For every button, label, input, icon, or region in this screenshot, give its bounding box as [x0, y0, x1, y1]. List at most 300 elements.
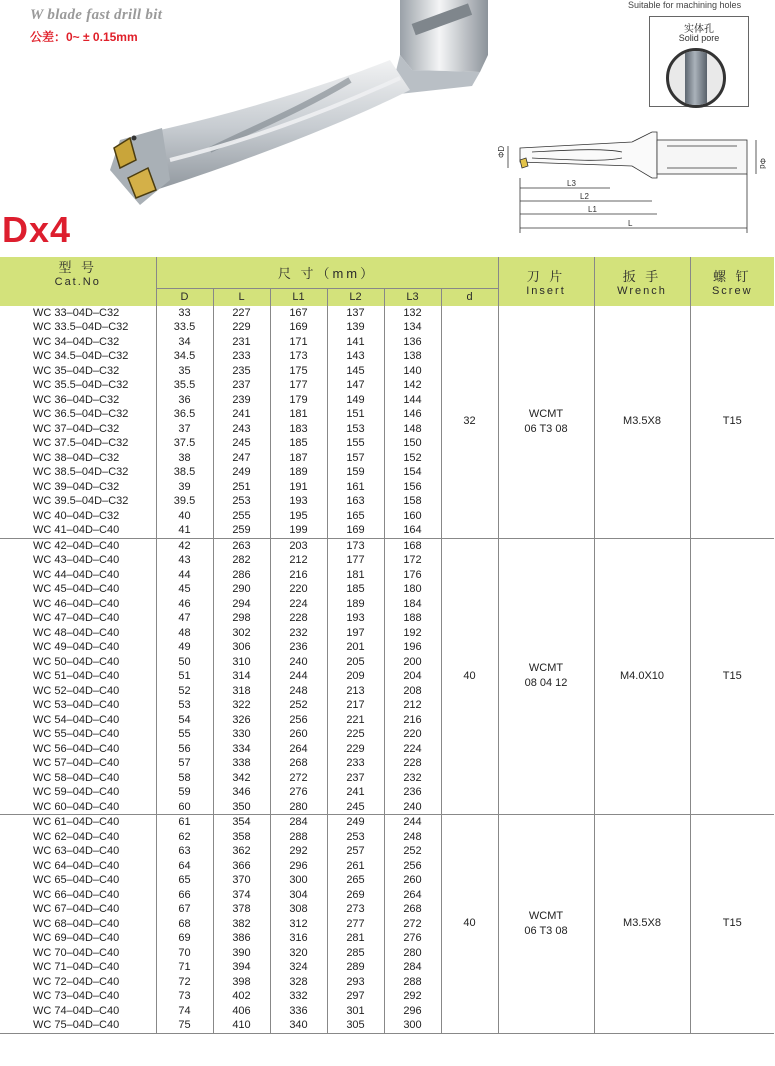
col-header-wrench-cn: 扳 手 — [622, 268, 662, 284]
cell-L1: 169 — [270, 320, 327, 335]
cell-L3: 288 — [384, 975, 441, 990]
cell-L2: 233 — [327, 756, 384, 771]
cell-L1: 304 — [270, 888, 327, 903]
insert-code-line1: WCMT — [528, 407, 564, 420]
cell-d: 40 — [441, 815, 498, 1034]
cell-D: 35 — [156, 364, 213, 379]
cell-L: 255 — [213, 509, 270, 524]
cell-catno: WC 72–04D–C40 — [0, 975, 156, 990]
col-header-insert — [498, 257, 594, 306]
cell-catno: WC 53–04D–C40 — [0, 698, 156, 713]
cell-D: 36 — [156, 393, 213, 408]
cell-L: 253 — [213, 494, 270, 509]
cell-L1: 264 — [270, 742, 327, 757]
cell-catno: WC 60–04D–C40 — [0, 800, 156, 815]
insert-code-line1: WCMT — [528, 909, 564, 922]
cell-L3: 240 — [384, 800, 441, 815]
insert-code-line2: 08 04 12 — [524, 677, 568, 690]
cell-L3: 284 — [384, 960, 441, 975]
cell-catno: WC 47–04D–C40 — [0, 611, 156, 626]
cell-L1: 232 — [270, 626, 327, 641]
solid-pore-en: Solid pore — [678, 33, 720, 43]
cell-L: 286 — [213, 568, 270, 583]
cell-D: 38.5 — [156, 465, 213, 480]
cell-L1: 316 — [270, 931, 327, 946]
table-row — [0, 538, 774, 553]
cell-L: 410 — [213, 1018, 270, 1033]
cell-L: 249 — [213, 465, 270, 480]
cell-D: 35.5 — [156, 378, 213, 393]
cell-catno: WC 37–04D–C32 — [0, 422, 156, 437]
cell-L1: 187 — [270, 451, 327, 466]
cell-catno: WC 45–04D–C40 — [0, 582, 156, 597]
cell-L: 310 — [213, 655, 270, 670]
cell-L2: 193 — [327, 611, 384, 626]
cell-D: 61 — [156, 815, 213, 830]
cell-L2: 301 — [327, 1004, 384, 1019]
cell-L3: 168 — [384, 538, 441, 553]
cell-L2: 149 — [327, 393, 384, 408]
cell-L2: 201 — [327, 640, 384, 655]
cell-L: 237 — [213, 378, 270, 393]
cell-L1: 189 — [270, 465, 327, 480]
cell-catno: WC 38–04D–C32 — [0, 451, 156, 466]
cell-L1: 216 — [270, 568, 327, 583]
cell-D: 64 — [156, 859, 213, 874]
cell-D: 41 — [156, 523, 213, 538]
cell-catno: WC 44–04D–C40 — [0, 568, 156, 583]
cell-L3: 292 — [384, 989, 441, 1004]
cell-catno: WC 41–04D–C40 — [0, 523, 156, 538]
cell-catno: WC 51–04D–C40 — [0, 669, 156, 684]
cell-L1: 212 — [270, 553, 327, 568]
cell-L2: 185 — [327, 582, 384, 597]
col-header-size-cn: 尺 寸（mm） — [277, 265, 377, 281]
cell-L3: 208 — [384, 684, 441, 699]
cell-L3: 140 — [384, 364, 441, 379]
cell-L: 350 — [213, 800, 270, 815]
cell-D: 37 — [156, 422, 213, 437]
solid-pore-cn: 实体孔 — [684, 24, 714, 35]
cell-L: 334 — [213, 742, 270, 757]
cell-L3: 132 — [384, 306, 441, 321]
cell-L: 282 — [213, 553, 270, 568]
cell-L: 294 — [213, 597, 270, 612]
cell-L2: 265 — [327, 873, 384, 888]
cell-catno: WC 71–04D–C40 — [0, 960, 156, 975]
cell-L2: 269 — [327, 888, 384, 903]
cell-D: 47 — [156, 611, 213, 626]
cell-catno: WC 37.5–04D–C32 — [0, 436, 156, 451]
cell-L3: 300 — [384, 1018, 441, 1033]
series-title: Dx4 — [2, 209, 72, 250]
cell-L2: 165 — [327, 509, 384, 524]
cell-D: 34 — [156, 335, 213, 350]
catalog-subtitle: W blade fast drill bit — [30, 7, 163, 23]
cell-L3: 160 — [384, 509, 441, 524]
cell-L2: 169 — [327, 523, 384, 538]
cell-L1: 292 — [270, 844, 327, 859]
cell-L2: 173 — [327, 538, 384, 553]
cell-L: 354 — [213, 815, 270, 830]
cell-D: 71 — [156, 960, 213, 975]
col-header-L1: L1 — [270, 288, 327, 306]
cell-catno: WC 74–04D–C40 — [0, 1004, 156, 1019]
cell-L3: 204 — [384, 669, 441, 684]
cell-L3: 180 — [384, 582, 441, 597]
cell-L: 398 — [213, 975, 270, 990]
cell-L1: 248 — [270, 684, 327, 699]
cell-D: 65 — [156, 873, 213, 888]
cell-L2: 155 — [327, 436, 384, 451]
cell-L2: 139 — [327, 320, 384, 335]
cell-L2: 253 — [327, 830, 384, 845]
cell-L: 245 — [213, 436, 270, 451]
cell-L1: 260 — [270, 727, 327, 742]
cell-L: 326 — [213, 713, 270, 728]
cell-catno: WC 42–04D–C40 — [0, 538, 156, 553]
cell-L2: 205 — [327, 655, 384, 670]
cell-D: 43 — [156, 553, 213, 568]
cell-L: 229 — [213, 320, 270, 335]
cell-catno: WC 63–04D–C40 — [0, 844, 156, 859]
cell-L2: 177 — [327, 553, 384, 568]
cell-catno: WC 46–04D–C40 — [0, 597, 156, 612]
cell-L: 346 — [213, 785, 270, 800]
cell-L3: 252 — [384, 844, 441, 859]
cell-L2: 277 — [327, 917, 384, 932]
insert-code-line2: 06 T3 08 — [524, 422, 568, 435]
cell-L1: 320 — [270, 946, 327, 961]
cell-L1: 284 — [270, 815, 327, 830]
cell-L3: 228 — [384, 756, 441, 771]
cell-D: 54 — [156, 713, 213, 728]
cell-L2: 297 — [327, 989, 384, 1004]
dim-label-L3: L3 — [567, 179, 576, 188]
col-header-insert-cn: 刀 片 — [526, 268, 566, 284]
cell-L3: 216 — [384, 713, 441, 728]
cell-L: 394 — [213, 960, 270, 975]
cell-L2: 261 — [327, 859, 384, 874]
cell-D: 53 — [156, 698, 213, 713]
cell-L1: 288 — [270, 830, 327, 845]
cell-L1: 181 — [270, 407, 327, 422]
cell-L2: 137 — [327, 306, 384, 321]
cell-L2: 157 — [327, 451, 384, 466]
cell-L2: 273 — [327, 902, 384, 917]
cell-L3: 196 — [384, 640, 441, 655]
cell-L: 235 — [213, 364, 270, 379]
cell-D: 52 — [156, 684, 213, 699]
cell-L1: 312 — [270, 917, 327, 932]
cell-L2: 161 — [327, 480, 384, 495]
cell-L2: 289 — [327, 960, 384, 975]
cell-L2: 249 — [327, 815, 384, 830]
cell-catno: WC 65–04D–C40 — [0, 873, 156, 888]
cell-L3: 200 — [384, 655, 441, 670]
tolerance-label: 公差：0~ ± 0.15mm — [30, 30, 138, 44]
cell-catno: WC 54–04D–C40 — [0, 713, 156, 728]
col-header-model — [0, 257, 156, 288]
cell-L1: 244 — [270, 669, 327, 684]
dim-label-L2: L2 — [580, 192, 589, 201]
cell-L2: 213 — [327, 684, 384, 699]
cell-L3: 248 — [384, 830, 441, 845]
cell-L1: 276 — [270, 785, 327, 800]
col-header-model-en: Cat.No — [54, 276, 101, 288]
cell-L2: 229 — [327, 742, 384, 757]
dimension-diagram — [492, 128, 770, 238]
cell-L2: 163 — [327, 494, 384, 509]
col-header-d: d — [441, 288, 498, 306]
cell-catno: WC 66–04D–C40 — [0, 888, 156, 903]
cell-L1: 308 — [270, 902, 327, 917]
cell-L2: 221 — [327, 713, 384, 728]
cell-L3: 156 — [384, 480, 441, 495]
drill-bit-photo — [100, 0, 500, 210]
cell-catno: WC 52–04D–C40 — [0, 684, 156, 699]
cell-catno: WC 55–04D–C40 — [0, 727, 156, 742]
cell-catno: WC 34–04D–C32 — [0, 335, 156, 350]
cell-L: 233 — [213, 349, 270, 364]
cell-L1: 280 — [270, 800, 327, 815]
cell-L: 406 — [213, 1004, 270, 1019]
cell-D: 36.5 — [156, 407, 213, 422]
cell-D: 42 — [156, 538, 213, 553]
col-header-model-cn: 型 号 — [58, 260, 98, 275]
cell-catno: WC 36–04D–C32 — [0, 393, 156, 408]
cell-catno: WC 50–04D–C40 — [0, 655, 156, 670]
cell-L2: 181 — [327, 568, 384, 583]
cell-L1: 167 — [270, 306, 327, 321]
cell-L1: 199 — [270, 523, 327, 538]
cell-D: 74 — [156, 1004, 213, 1019]
cell-L1: 175 — [270, 364, 327, 379]
cell-D: 55 — [156, 727, 213, 742]
cell-catno: WC 68–04D–C40 — [0, 917, 156, 932]
cell-D: 66 — [156, 888, 213, 903]
cell-L2: 209 — [327, 669, 384, 684]
cell-L2: 285 — [327, 946, 384, 961]
col-header-wrench-en: Wrench — [617, 284, 667, 297]
cell-wrench: M4.0X10 — [594, 538, 690, 815]
cell-L1: 332 — [270, 989, 327, 1004]
cell-L1: 224 — [270, 597, 327, 612]
cell-L: 374 — [213, 888, 270, 903]
cell-L: 306 — [213, 640, 270, 655]
cell-L2: 293 — [327, 975, 384, 990]
cell-catno: WC 62–04D–C40 — [0, 830, 156, 845]
cell-L: 302 — [213, 626, 270, 641]
cell-L3: 188 — [384, 611, 441, 626]
cell-catno: WC 34.5–04D–C32 — [0, 349, 156, 364]
cell-L2: 217 — [327, 698, 384, 713]
cell-D: 72 — [156, 975, 213, 990]
table-row — [0, 306, 774, 321]
cell-D: 67 — [156, 902, 213, 917]
col-header-screw-en: Screw — [711, 284, 753, 297]
cell-L2: 245 — [327, 800, 384, 815]
cell-L2: 159 — [327, 465, 384, 480]
cell-catno: WC 61–04D–C40 — [0, 815, 156, 830]
cell-L3: 264 — [384, 888, 441, 903]
cell-D: 57 — [156, 756, 213, 771]
solid-pore-box — [649, 16, 749, 107]
cell-L3: 192 — [384, 626, 441, 641]
insert-code-line1: WCMT — [528, 662, 564, 675]
col-header-L3: L3 — [384, 288, 441, 306]
cell-L: 382 — [213, 917, 270, 932]
cell-L3: 276 — [384, 931, 441, 946]
cell-D: 63 — [156, 844, 213, 859]
cell-catno: WC 64–04D–C40 — [0, 859, 156, 874]
cell-L2: 145 — [327, 364, 384, 379]
cell-insert — [498, 815, 594, 1034]
cell-L2: 281 — [327, 931, 384, 946]
cell-L: 390 — [213, 946, 270, 961]
cell-L: 378 — [213, 902, 270, 917]
insert-code-line2: 06 T3 08 — [524, 924, 568, 937]
cell-L: 342 — [213, 771, 270, 786]
cell-L3: 144 — [384, 393, 441, 408]
cell-L: 251 — [213, 480, 270, 495]
cell-catno: WC 70–04D–C40 — [0, 946, 156, 961]
cell-catno: WC 40–04D–C32 — [0, 509, 156, 524]
cell-L2: 237 — [327, 771, 384, 786]
cell-L3: 232 — [384, 771, 441, 786]
cell-L1: 185 — [270, 436, 327, 451]
cell-L1: 203 — [270, 538, 327, 553]
cell-L3: 142 — [384, 378, 441, 393]
cell-L2: 197 — [327, 626, 384, 641]
cell-L3: 268 — [384, 902, 441, 917]
cell-L1: 328 — [270, 975, 327, 990]
cell-L3: 134 — [384, 320, 441, 335]
cell-L3: 296 — [384, 1004, 441, 1019]
cell-L: 330 — [213, 727, 270, 742]
cell-L1: 177 — [270, 378, 327, 393]
cell-L3: 176 — [384, 568, 441, 583]
cell-L1: 236 — [270, 640, 327, 655]
cell-D: 73 — [156, 989, 213, 1004]
cell-L: 290 — [213, 582, 270, 597]
cell-D: 62 — [156, 830, 213, 845]
cell-L3: 164 — [384, 523, 441, 538]
cell-L: 239 — [213, 393, 270, 408]
cell-L1: 220 — [270, 582, 327, 597]
dim-label-d: Φd — [758, 158, 767, 169]
cell-catno: WC 59–04D–C40 — [0, 785, 156, 800]
cell-L3: 260 — [384, 873, 441, 888]
cell-L2: 305 — [327, 1018, 384, 1033]
dim-label-L: L — [628, 219, 633, 228]
cell-L3: 136 — [384, 335, 441, 350]
cell-L: 298 — [213, 611, 270, 626]
cell-L: 362 — [213, 844, 270, 859]
cell-D: 60 — [156, 800, 213, 815]
cell-wrench: M3.5X8 — [594, 306, 690, 539]
cell-catno: WC 57–04D–C40 — [0, 756, 156, 771]
cell-L1: 296 — [270, 859, 327, 874]
cell-L1: 191 — [270, 480, 327, 495]
cell-L3: 154 — [384, 465, 441, 480]
cell-catno: WC 33.5–04D–C32 — [0, 320, 156, 335]
cell-catno: WC 56–04D–C40 — [0, 742, 156, 757]
col-header-blank — [0, 288, 156, 306]
cell-catno: WC 48–04D–C40 — [0, 626, 156, 641]
cell-L3: 172 — [384, 553, 441, 568]
cell-L3: 224 — [384, 742, 441, 757]
cell-L3: 148 — [384, 422, 441, 437]
cell-screw: T15 — [690, 815, 774, 1034]
cell-D: 48 — [156, 626, 213, 641]
cell-L3: 184 — [384, 597, 441, 612]
cell-L3: 150 — [384, 436, 441, 451]
cell-D: 40 — [156, 509, 213, 524]
cell-L: 366 — [213, 859, 270, 874]
cell-L: 247 — [213, 451, 270, 466]
cell-L: 386 — [213, 931, 270, 946]
cell-D: 34.5 — [156, 349, 213, 364]
solid-pore-icon — [666, 48, 726, 108]
cell-L: 318 — [213, 684, 270, 699]
cell-catno: WC 39–04D–C32 — [0, 480, 156, 495]
cell-L2: 151 — [327, 407, 384, 422]
cell-L: 402 — [213, 989, 270, 1004]
cell-L1: 228 — [270, 611, 327, 626]
cell-L1: 183 — [270, 422, 327, 437]
cell-L1: 193 — [270, 494, 327, 509]
col-header-L: L — [213, 288, 270, 306]
cell-D: 39 — [156, 480, 213, 495]
cell-L3: 220 — [384, 727, 441, 742]
cell-D: 49 — [156, 640, 213, 655]
cell-L3: 244 — [384, 815, 441, 830]
cell-L1: 340 — [270, 1018, 327, 1033]
cell-D: 33.5 — [156, 320, 213, 335]
cell-catno: WC 33–04D–C32 — [0, 306, 156, 321]
cell-D: 45 — [156, 582, 213, 597]
cell-L: 263 — [213, 538, 270, 553]
cell-L1: 268 — [270, 756, 327, 771]
cell-L1: 336 — [270, 1004, 327, 1019]
cell-L: 338 — [213, 756, 270, 771]
table-row — [0, 815, 774, 830]
cell-catno: WC 38.5–04D–C32 — [0, 465, 156, 480]
cell-L3: 280 — [384, 946, 441, 961]
cell-L: 358 — [213, 830, 270, 845]
cell-insert — [498, 306, 594, 539]
cell-L2: 241 — [327, 785, 384, 800]
cell-L: 241 — [213, 407, 270, 422]
cell-D: 37.5 — [156, 436, 213, 451]
cell-L2: 225 — [327, 727, 384, 742]
cell-L3: 212 — [384, 698, 441, 713]
cell-L2: 257 — [327, 844, 384, 859]
col-header-screw — [690, 257, 774, 306]
cell-catno: WC 67–04D–C40 — [0, 902, 156, 917]
col-header-D: D — [156, 288, 213, 306]
cell-L: 227 — [213, 306, 270, 321]
cell-L2: 143 — [327, 349, 384, 364]
cell-D: 70 — [156, 946, 213, 961]
cell-L: 259 — [213, 523, 270, 538]
col-header-insert-en: Insert — [526, 284, 566, 297]
cell-wrench: M3.5X8 — [594, 815, 690, 1034]
cell-D: 33 — [156, 306, 213, 321]
cell-D: 46 — [156, 597, 213, 612]
cell-catno: WC 36.5–04D–C32 — [0, 407, 156, 422]
